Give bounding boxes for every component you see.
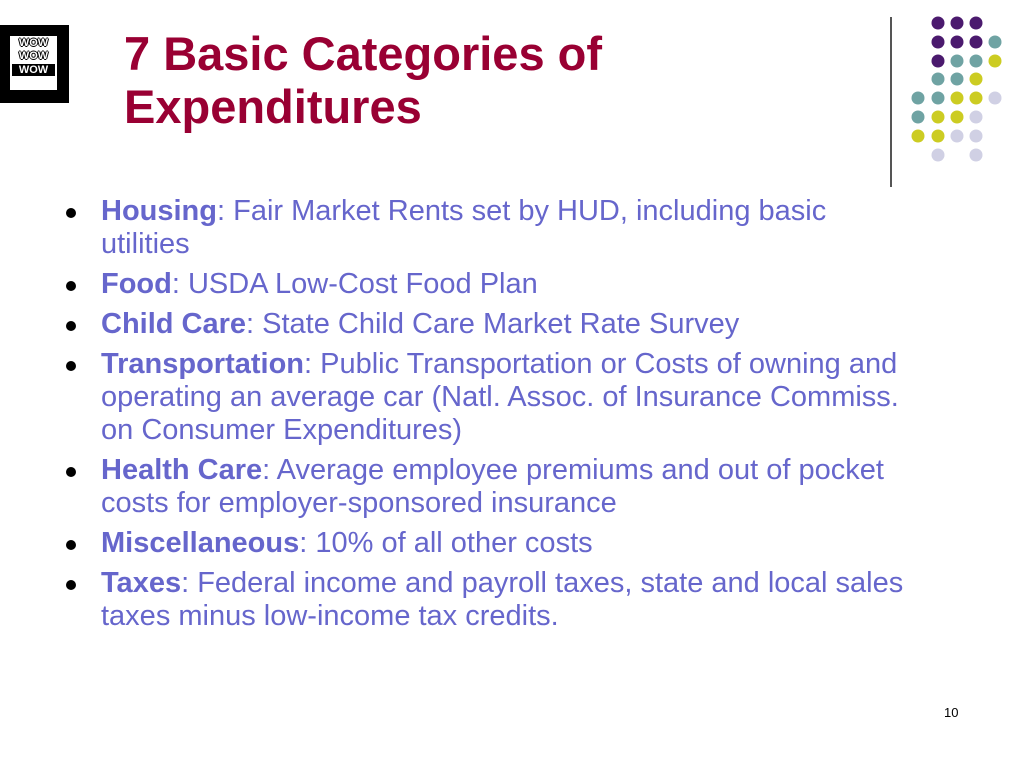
slide-title: 7 Basic Categories of Expenditures [124,27,603,133]
decorative-dot [912,111,925,124]
category-term: Taxes [101,567,182,599]
expenditure-category-list [66,195,916,640]
category-description: : Average employee premiums and out of pocket costs for employer-sponsored insurance [101,454,884,519]
category-description: : USDA Low-Cost Food Plan [171,268,538,300]
decorative-dot [932,55,945,68]
decorative-dot [912,130,925,143]
logo-word: WOW [18,37,49,49]
category-term: Food [101,268,172,300]
list-item [66,308,916,341]
decorative-dot [989,92,1002,105]
bullet-icon [66,580,76,590]
list-item [66,454,916,520]
title-divider-line [890,17,892,187]
bullet-icon [66,467,76,477]
decorative-dot [932,92,945,105]
decorative-dot [970,36,983,49]
logo-word: WOW [18,50,49,62]
category-description: : Fair Market Rents set by HUD, including basic utilities [101,195,827,260]
category-description: : State Child Care Market Rate Survey [246,308,740,340]
decorative-dot [951,17,964,30]
decorative-dot [951,73,964,86]
decorative-dot [970,111,983,124]
bullet-icon [66,321,76,331]
decorative-dot [970,130,983,143]
list-item [66,527,916,560]
decorative-dot [951,36,964,49]
list-item [66,567,916,633]
decorative-dot [951,111,964,124]
bullet-icon [66,208,76,218]
category-term: Transportation [101,348,305,380]
page-number: 10 [944,705,959,720]
decorative-dot [932,111,945,124]
category-description: : Federal income and payroll taxes, state and local sales taxes minus low-income tax credits. [101,567,904,632]
list-item [66,195,916,261]
decorative-dot [989,55,1002,68]
decorative-dot [932,130,945,143]
decorative-dot [970,55,983,68]
wow-logo [0,25,69,103]
list-item [66,348,916,447]
category-description: : Public Transportation or Costs of owning and operating an average car (Natl. Assoc. of Insurance Commiss. on Consumer Expenditures) [101,348,899,446]
category-description: : 10% of all other costs [299,527,593,559]
decorative-dot [970,17,983,30]
category-term: Miscellaneous [101,527,300,559]
decorative-dot [932,17,945,30]
list-item [66,268,916,301]
category-term: Housing [101,195,217,227]
bullet-icon [66,361,76,371]
category-term: Child Care [101,308,247,340]
logo-word: WOW [12,64,55,76]
decorative-dot [912,92,925,105]
decorative-dot [970,149,983,162]
decorative-dot [951,92,964,105]
decorative-dot [989,36,1002,49]
wow-logo-mark [8,34,59,92]
decorative-dot [951,130,964,143]
decorative-dot [951,55,964,68]
decorative-dot [932,73,945,86]
bullet-icon [66,281,76,291]
decorative-dot [970,73,983,86]
bullet-icon [66,540,76,550]
category-term: Health Care [101,454,263,486]
decorative-dot [932,36,945,49]
decorative-dot [970,92,983,105]
decorative-dot [932,149,945,162]
